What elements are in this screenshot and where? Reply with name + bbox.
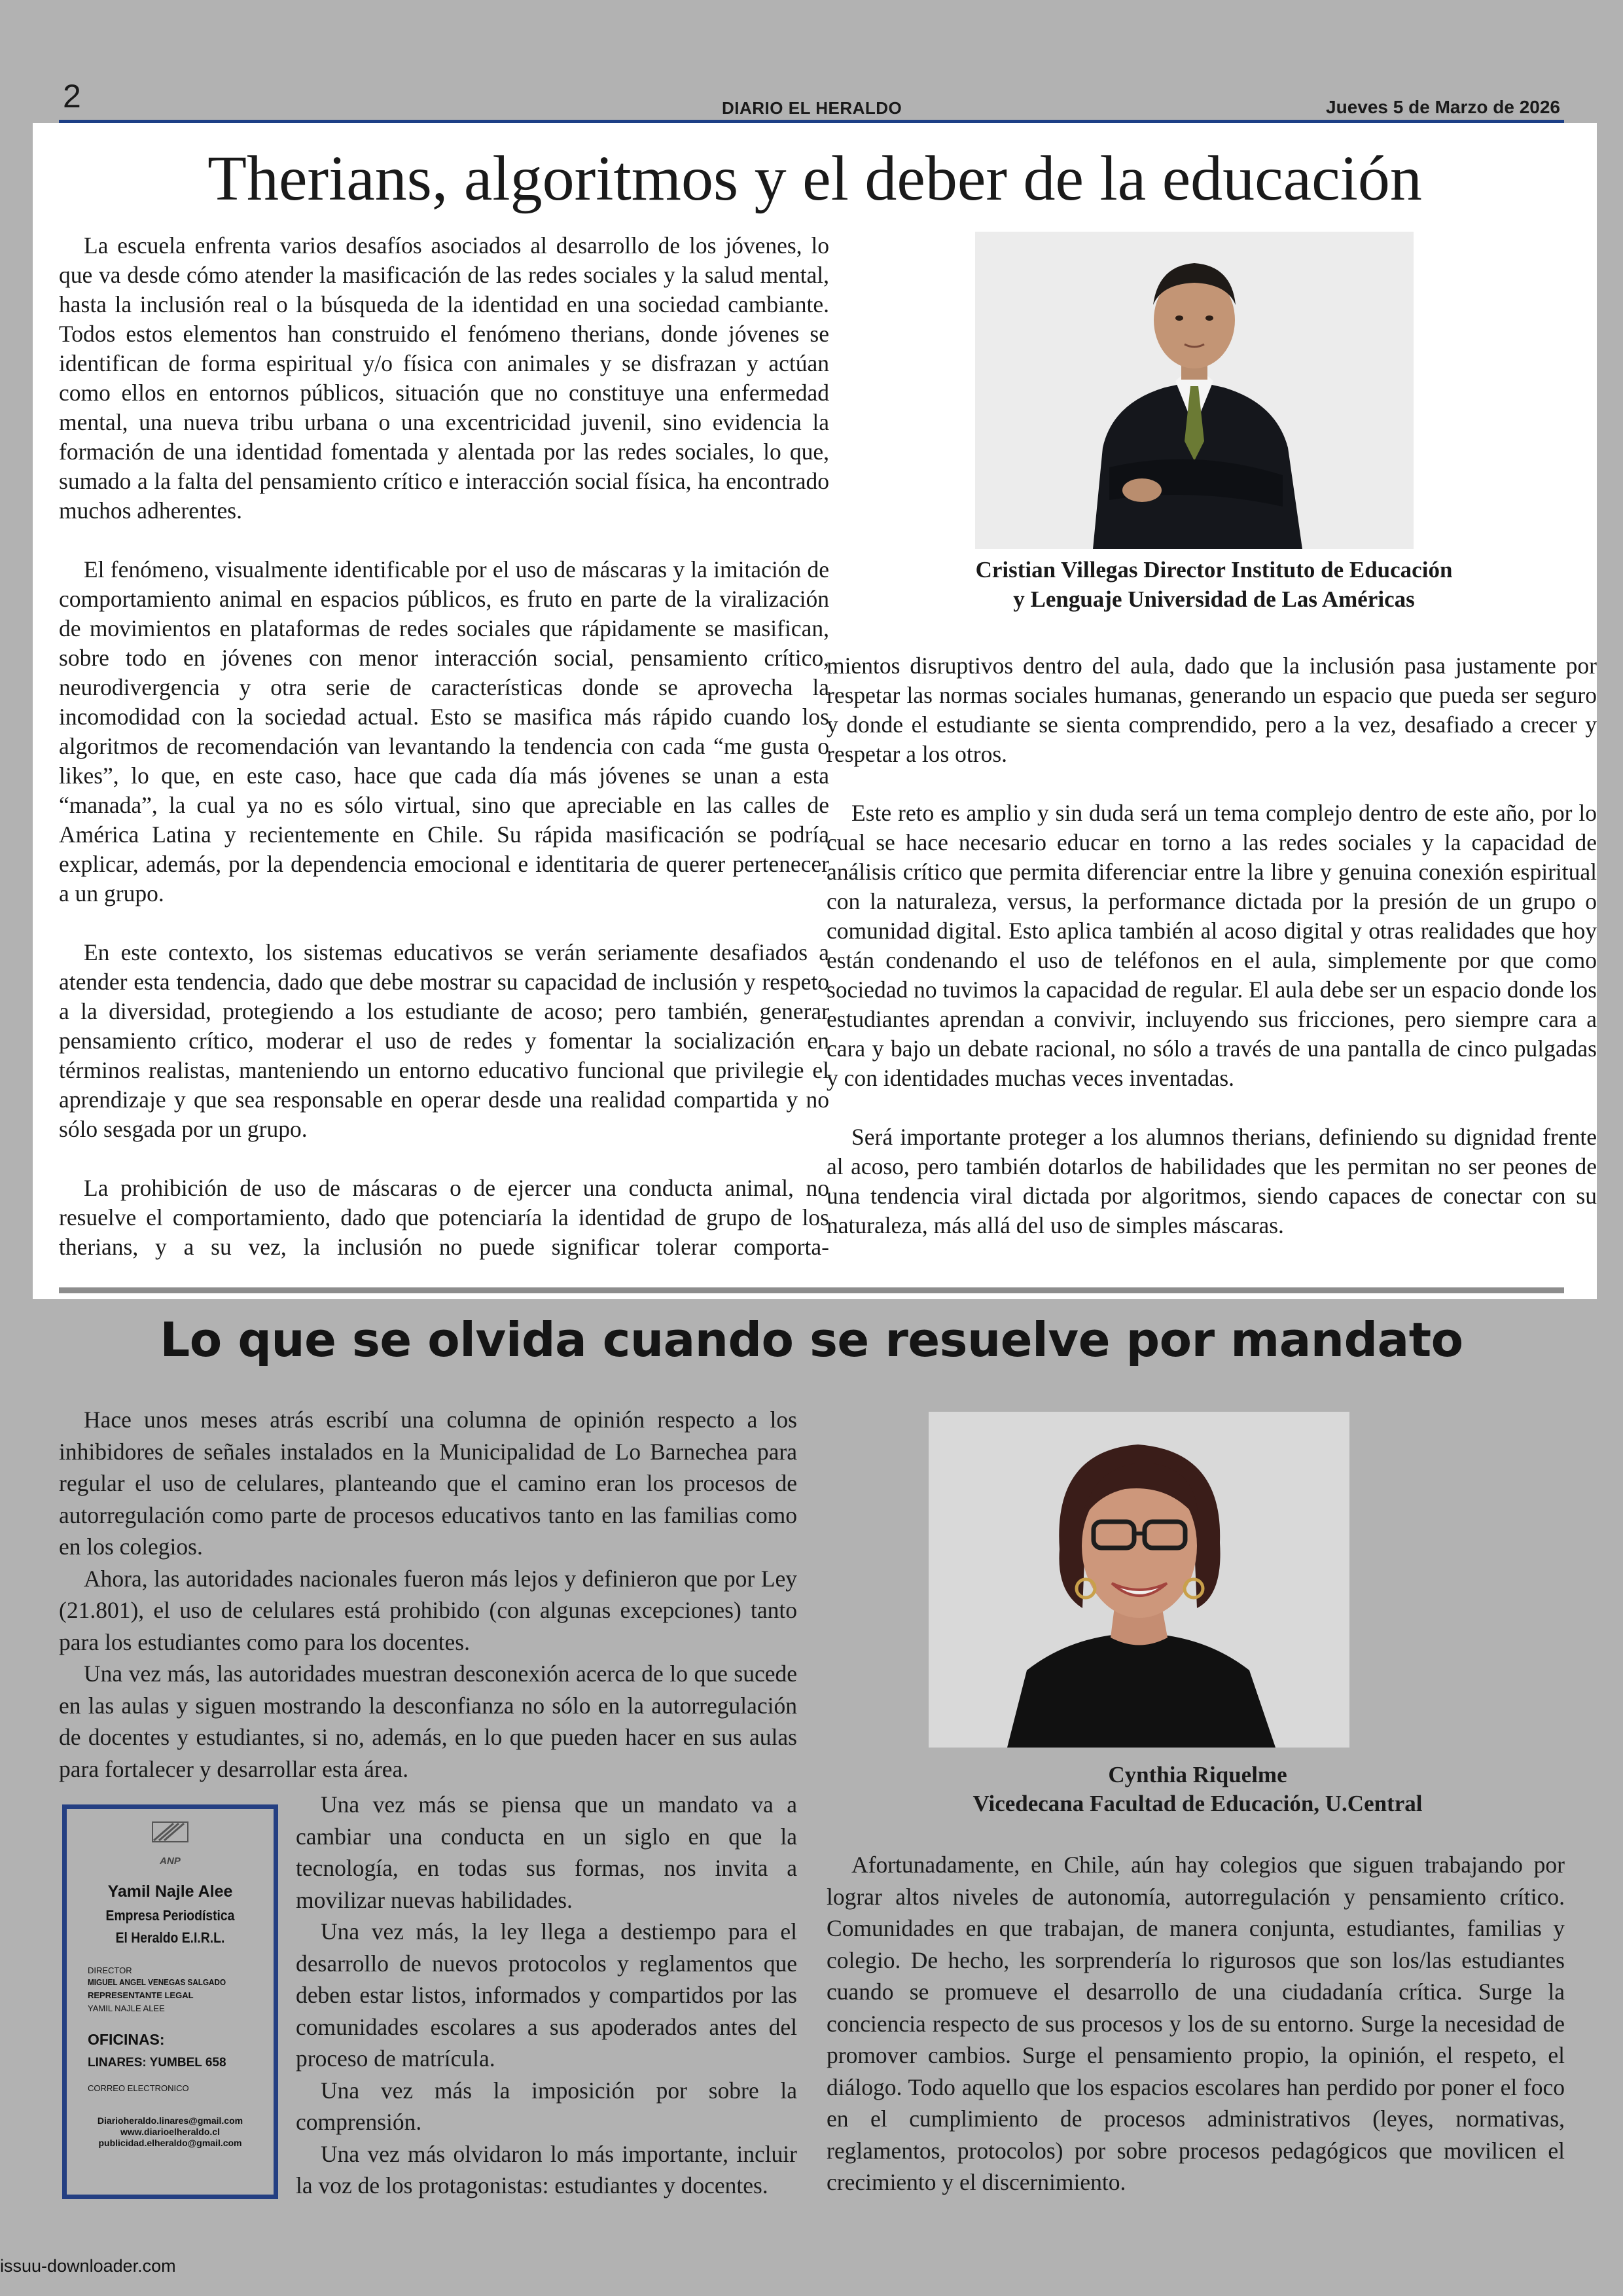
article-column-middle — [296, 1789, 797, 2202]
paragraph: Una vez más la imposición por sobre la comprensión. — [296, 2077, 797, 2135]
paragraph: Ahora, las autoridades nacionales fueron más lejos y definieron que por Ley (21.801), el uso de celulares está prohibido (con algunas excepciones) tanto para los estudiantes como para los docentes. — [59, 1565, 797, 1655]
article-title: Lo que se olvida cuando se resuelve por mandato — [160, 1312, 1463, 1367]
photo-caption: Cristian Villegas Director Instituto de Educación y Lenguaje Universidad de Las Américas — [975, 557, 1453, 612]
portrait-man-illustration — [975, 232, 1414, 549]
masthead-director-label: DIRECTOR — [88, 1965, 132, 1975]
article-column-left — [59, 1404, 797, 1785]
author-photo-cristian-villegas — [975, 232, 1414, 549]
masthead-email-label: CORREO ELECTRONICO — [88, 2083, 189, 2093]
masthead-email: publicidad.elheraldo@gmail.com — [98, 2138, 242, 2148]
paragraph: Una vez más olvidaron lo más importante, incluir la voz de los protagonistas: estudiantes y docentes. — [296, 2140, 797, 2198]
masthead-legal-label: REPRESENTANTE LEGAL — [88, 1990, 194, 2000]
page-number: 2 — [63, 78, 81, 115]
paragraph: El fenómeno, visualmente identificable por el uso de máscaras y la imitación de comportamiento animal en espacios públicos, es fruto en parte de la viralización de movimientos en plataformas de redes sociales que rápidamente se masifican, sobre todo en jóvenes con menor interacción social, pensamiento crítico, neurodivergencia y otra serie de características donde se aprovecha la incomodidad con la sociedad actual. Esto se masifica más rápido cuando los algoritmos de recomendación van levantando la tendencia con cada “me gusta o likes”, lo que, en este caso, hace que cada día más jóvenes se unan a esta “manada”, la cual ya no es sólo virtual, sino que apreciable en las calles de América Latina y recientemente en Chile. Su rápida masificación se podría explicar, además, por la dependencia emocional e identitaria de querer pertenecer a un grupo. — [59, 556, 829, 906]
paragraph: Una vez más, la ley llega a destiempo para el desarrollo de nuevos protocolos y reglamentos que deben estar listos, informados y compartidos por las comunidades escolares a sus apoderados antes del proceso de matrícula. — [296, 1918, 797, 2072]
paragraph: Será importante proteger a los alumnos therians, definiendo su dignidad frente al acoso, pero también dotarlos de habilidades que les permitan no ser peones de una tendencia viral dictada por algoritmos, siendo capaces de conectar con su naturaleza, más allá del uso de simples máscaras. — [827, 1124, 1597, 1238]
anp-logo-icon — [147, 1821, 193, 1855]
masthead-company: Empresa Periodística — [105, 1907, 235, 1924]
article-column-right — [827, 651, 1597, 1240]
article-title: Therians, algoritmos y el deber de la educación — [207, 143, 1422, 214]
newspaper-name: DIARIO EL HERALDO — [722, 98, 902, 118]
photo-caption: Cynthia Riquelme Vicedecana Facultad de Educación, U.Central — [972, 1762, 1423, 1816]
masthead-offices-label: OFICINAS: — [88, 2031, 165, 2048]
masthead-website: www.diarioelheraldo.cl — [120, 2126, 220, 2137]
paragraph: Una vez más, las autoridades muestran desconexión acerca de lo que sucede en las aulas y siguen mostrando la desconfianza no sólo en la autorregulación de docentes y estudiantes, si no, además, en lo que pueden hacer en sus aulas para fortalecer y desarrollar esta área. — [59, 1660, 797, 1782]
masthead-office: LINARES: YUMBEL 658 — [88, 2056, 226, 2070]
issue-date: Jueves 5 de Marzo de 2026 — [1326, 97, 1560, 117]
paragraph: Una vez más se piensa que un mandato va a cambiar una conducta en un siglo en que la tecnología, en todas sus formas, nos invita a movilizar nuevas habilidades. — [296, 1791, 797, 1913]
anp-logo: ANP — [67, 1821, 274, 1867]
paragraph: Este reto es amplio y sin duda será un tema complejo dentro de este año, por lo cual se hace necesario educar en torno a las redes sociales y la capacidad de análisis crítico que permita diferenciar entre la libre y genuina conexión espiritual con la naturaleza, versus, la performance dictada por la presión de un grupo o comunidad digital. Esto aplica también al acoso digital y otras realidades que hoy están condenando el uso de teléfonos en el aula, simplemente por que como sociedad no tuvimos la capacidad de regular. El aula debe ser un espacio donde los estudiantes aprendan a convivir, incluyendo sus fricciones, pero siempre cara a cara y bajo un debate racional, no sólo a través de una pantalla de cinco pulgadas y con identidades muchas veces inventadas. — [827, 800, 1597, 1091]
paragraph: La prohibición de uso de máscaras o de ejercer una conducta animal, no resuelve el comportamiento, dado que potenciaría la identidad de grupo de los therians, y a su vez, la inclusión no puede significar tolerar comporta- — [59, 1175, 829, 1260]
article-divider — [59, 1287, 1564, 1293]
paragraph: En este contexto, los sistemas educativos se verán seriamente desafiados a atender esta tendencia, dado que debe mostrar su capacidad de inclusión y respeto a la diversidad, protegiendo a los estudiante de acoso; pero también, generar pensamiento crítico, moderar el uso de redes y fomentar la socialización en términos realistas, manteniendo un entorno educativo funcional que privilegie el aprendizaje y que sea responsable en operar desde una realidad compartida y no sólo sesgada por un grupo. — [59, 939, 829, 1142]
masthead-legal-name: YAMIL NAJLE ALEE — [88, 2003, 165, 2013]
article-column-left — [59, 231, 829, 1262]
masthead-owner: Yamil Najle Alee — [107, 1882, 233, 1901]
paragraph: mientos disruptivos dentro del aula, dado que la inclusión pasa justamente por respetar las normas sociales humanas, generando un espacio que pueda ser seguro y donde el estudiante se sienta comprendido, pero a la vez, desafiado a crecer y respetar a los otros. — [827, 653, 1597, 767]
paragraph: Afortunadamente, en Chile, aún hay colegios que siguen trabajando por lograr altos niveles de autonomía, autorregulación y pensamiento crítico. Comunidades en que trabajan, de manera conjunta, estudiantes, familias y colegio. De hecho, les sorprendería lo rigurosos que son los/las estudiantes cuando se promueve el desarrollo de una ciudadanía crítica. Surge la conciencia respecto de sus procesos y los de su entorno. Surge la necesidad de promover cambios. Surge el pensamiento propio, la opinión, el respeto, el diálogo. Todo aquello que los espacios escolares han perdido por poner el foco en el cumplimiento de procesos administrativos (leyes, normativas, reglamentos, protocolos) por sobre procesos pedagógicos que movilicen el crecimiento y el discernimiento. — [827, 1852, 1565, 2195]
portrait-woman-illustration — [929, 1412, 1349, 1748]
masthead-company: El Heraldo E.I.R.L. — [115, 1929, 225, 1946]
paragraph: Hace unos meses atrás escribí una columna de opinión respecto a los inhibidores de señales instalados en la Municipalidad de Lo Barnechea para regular el uso de celulares, planteando que el camino eran los procesos de autorregulación como parte de procesos educativos tanto en las familias como en los colegios. — [59, 1407, 797, 1560]
masthead-email: Diarioheraldo.linares@gmail.com — [97, 2115, 243, 2126]
article-therians — [33, 123, 1597, 1299]
watermark-footer: issuu-downloader.com — [0, 2256, 176, 2276]
masthead-box — [62, 1804, 278, 2199]
author-photo-cynthia-riquelme — [929, 1412, 1349, 1748]
paragraph: La escuela enfrenta varios desafíos asociados al desarrollo de los jóvenes, lo que va desde cómo atender la masificación de las redes sociales y la salud mental, hasta la inclusión real o la búsqueda de la identidad en una sociedad cambiante. Todos estos elementos han construido el fenómeno therians, donde jóvenes se identifican de forma espiritual y/o física con animales y se disfrazan y actúan como ellos en entornos públicos, situación que no constituye una enfermedad mental, una nueva tribu urbana o una excentricidad juvenil, sino evidencia la formación de una identidad fomentada y alentada por las redes sociales, lo que, sumado a la falta del pensamiento crítico e interacción social física, ha encontrado muchos adherentes. — [59, 232, 829, 524]
masthead-director-name: MIGUEL ANGEL VENEGAS SALGADO — [88, 1977, 226, 1987]
article-column-right — [827, 1849, 1565, 2198]
